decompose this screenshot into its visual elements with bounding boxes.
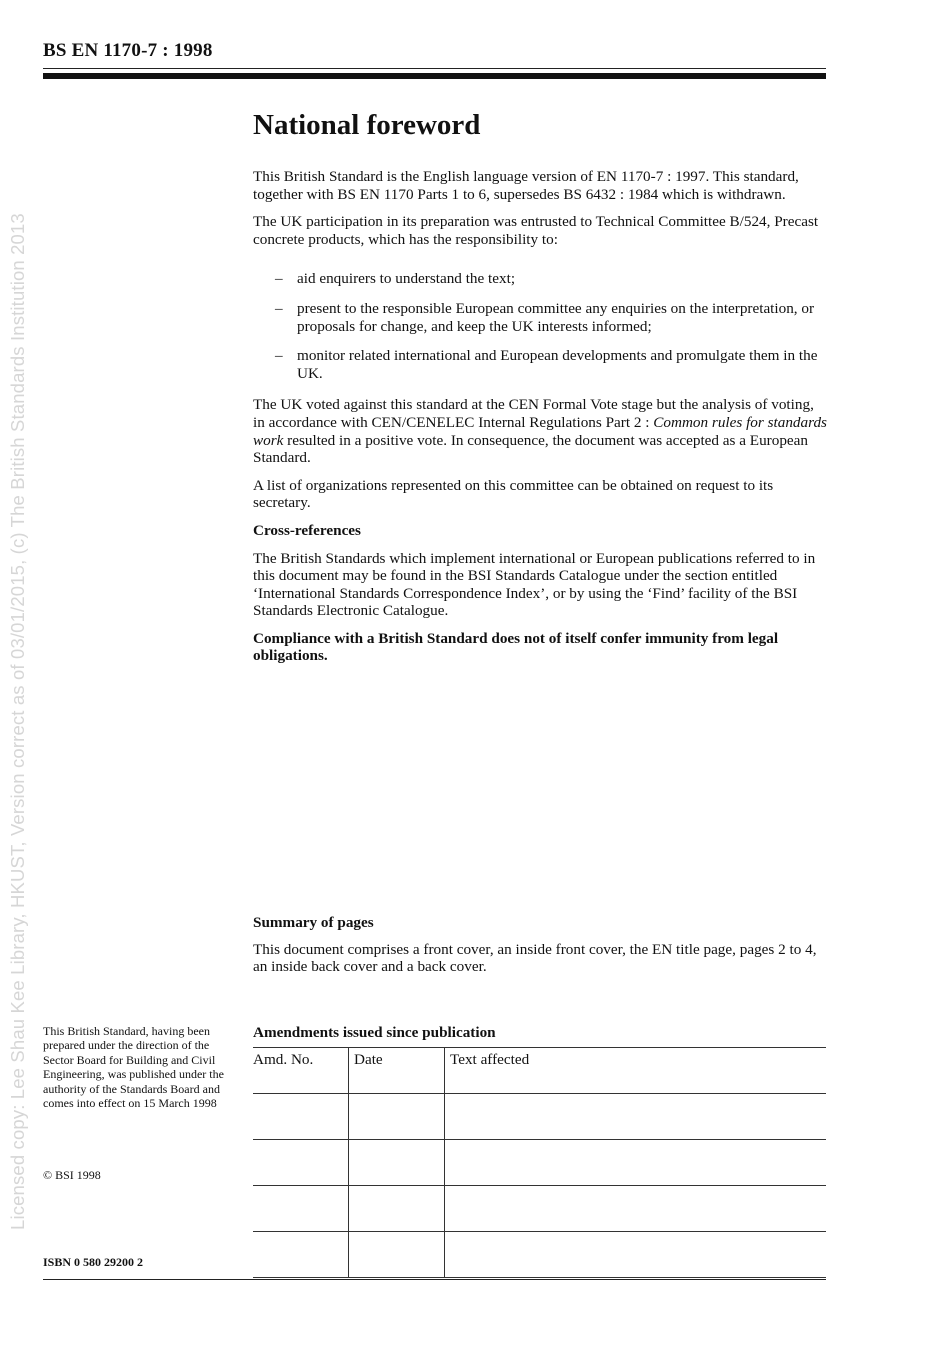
table-cell <box>445 1094 827 1140</box>
table-cell <box>253 1140 349 1186</box>
table-cell <box>445 1140 827 1186</box>
cross-references-heading: Cross-references <box>253 521 361 539</box>
participation-paragraph: The UK participation in its preparation was entrusted to Technical Committee B/524, Precast concrete products, which has the responsibility to: <box>253 213 819 248</box>
publication-note: This British Standard, having been prepared under the direction of the Sector Board for Building and Civil Engineering, was published under the authority of the Standards Board and comes into effect on 15 March 1998 <box>43 1024 224 1111</box>
cross-references-paragraph: The British Standards which implement international or European publications referred to in this document may be found in the BSI Standards Catalogue under the section entitled ‘International Standards Correspondence Index’, or by using the ‘Find’ facility of the BSI Standards Electronic Catalogue. <box>253 549 816 620</box>
table-cell <box>349 1232 445 1278</box>
list-item <box>253 270 827 288</box>
table-cell <box>349 1140 445 1186</box>
table-header-row <box>253 1048 826 1094</box>
copyright-notice: © BSI 1998 <box>43 1168 101 1182</box>
amendments-table <box>253 1047 826 1278</box>
amendments-heading: Amendments issued since publication <box>253 1024 496 1041</box>
document-id-header: BS EN 1170-7 : 1998 <box>43 40 213 61</box>
amendments-section <box>253 1024 826 1278</box>
table-cell <box>253 1094 349 1140</box>
column-header-date: Date <box>349 1048 445 1094</box>
dash-bullet: – <box>275 299 283 317</box>
footer-rule <box>43 1279 826 1280</box>
summary-heading: Summary of pages <box>253 914 374 931</box>
table-row <box>253 1140 826 1186</box>
header-rule-thick <box>43 73 826 79</box>
list-item <box>253 300 827 335</box>
header-rule-thin <box>43 68 826 69</box>
vote-paragraph <box>253 396 827 466</box>
list-item-text: monitor related international and European developments and promulgate them in the UK. <box>297 347 818 382</box>
dash-bullet: – <box>275 270 283 288</box>
summary-paragraph: This document comprises a front cover, an inside front cover, the EN title page, pages 2 to 4, an inside back cover and a back cover. <box>253 940 817 976</box>
vote-text-end: resulted in a positive vote. In consequence, the document was accepted as a European Standard. <box>253 431 808 467</box>
intro-paragraph: This British Standard is the English language version of EN 1170-7 : 1997. This standard, together with BS EN 1170 Parts 1 to 6, supersedes BS 6432 : 1984 which is withdrawn. <box>253 168 799 203</box>
summary-of-pages-section <box>253 914 827 976</box>
list-item-text: aid enquirers to understand the text; <box>297 270 516 288</box>
national-foreword-section <box>253 108 827 675</box>
table-cell <box>349 1186 445 1232</box>
list-item <box>253 347 827 382</box>
table-row <box>253 1094 826 1140</box>
column-header-text-affected: Text affected <box>445 1048 827 1094</box>
isbn: ISBN 0 580 29200 2 <box>43 1255 144 1269</box>
vote-italic-title: Common rules for standards work <box>253 413 827 449</box>
responsibilities-list <box>253 270 827 382</box>
organizations-paragraph: A list of organizations represented on this committee can be obtained on request to its secretary. <box>253 476 774 512</box>
page-title: National foreword <box>253 109 481 141</box>
table-cell <box>349 1094 445 1140</box>
license-watermark: Licensed copy: Lee Shau Kee Library, HKUST, Version correct as of 03/01/2015, (c) The British Standards Institution 2013 <box>7 213 28 1230</box>
column-header-amd-no: Amd. No. <box>253 1048 349 1094</box>
vote-text-start: The UK voted against this standard at the CEN Formal Vote stage but the analysis of voting, in accordance with CEN/CENELEC Internal Regulations Part 2 : <box>253 396 814 431</box>
table-row <box>253 1186 826 1232</box>
dash-bullet: – <box>275 347 283 365</box>
table-cell <box>253 1232 349 1278</box>
list-item-text: present to the responsible European committee any enquiries on the interpretation, or proposals for change, and keep the UK interests informed; <box>297 299 815 335</box>
table-cell <box>445 1186 827 1232</box>
table-row <box>253 1232 826 1278</box>
table-cell <box>253 1186 349 1232</box>
table-cell <box>445 1232 827 1278</box>
compliance-statement: Compliance with a British Standard does not of itself confer immunity from legal obligations. <box>253 629 779 665</box>
